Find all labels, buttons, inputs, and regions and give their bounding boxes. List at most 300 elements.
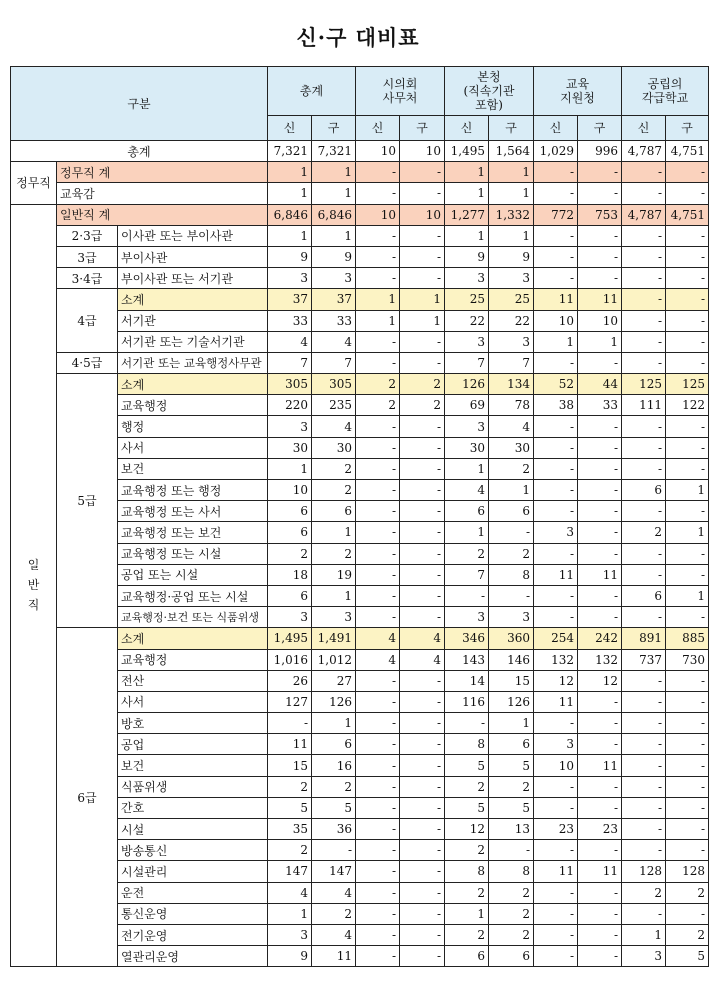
value-cell: 2 bbox=[445, 840, 489, 861]
value-cell: 1 bbox=[312, 585, 356, 606]
value-cell: - bbox=[666, 437, 709, 458]
value-cell: 14 bbox=[445, 670, 489, 691]
value-cell: - bbox=[356, 522, 400, 543]
value-cell: 126 bbox=[312, 691, 356, 712]
value-cell: 25 bbox=[445, 289, 489, 310]
value-cell: 12 bbox=[578, 670, 622, 691]
value-cell: - bbox=[400, 352, 445, 373]
row-label: 교육행정·공업 또는 시설 bbox=[118, 585, 268, 606]
value-cell: 346 bbox=[445, 628, 489, 649]
value-cell: - bbox=[578, 691, 622, 712]
col-header: 공립의 각급학교 bbox=[622, 67, 709, 116]
value-cell: 7 bbox=[445, 564, 489, 585]
value-cell: 6 bbox=[445, 946, 489, 967]
value-cell: 891 bbox=[622, 628, 666, 649]
value-cell: 36 bbox=[312, 819, 356, 840]
value-cell: - bbox=[534, 437, 578, 458]
col-header: 총계 bbox=[268, 67, 356, 116]
value-cell: 6 bbox=[489, 734, 534, 755]
value-cell: 4 bbox=[356, 628, 400, 649]
value-cell: 1 bbox=[489, 713, 534, 734]
value-cell: 4 bbox=[400, 649, 445, 670]
value-cell: 7 bbox=[268, 352, 312, 373]
value-cell: - bbox=[666, 607, 709, 628]
value-cell: 1 bbox=[312, 162, 356, 183]
value-cell: 7,321 bbox=[268, 141, 312, 162]
value-cell: 4 bbox=[356, 649, 400, 670]
value-cell: - bbox=[356, 734, 400, 755]
value-cell: 4,751 bbox=[666, 204, 709, 225]
value-cell: - bbox=[534, 797, 578, 818]
value-cell: - bbox=[356, 585, 400, 606]
value-cell: - bbox=[578, 882, 622, 903]
row-label: 사서 bbox=[118, 437, 268, 458]
value-cell: - bbox=[666, 416, 709, 437]
row-label: 식품위생 bbox=[118, 776, 268, 797]
value-cell: - bbox=[666, 670, 709, 691]
value-cell: - bbox=[622, 331, 666, 352]
value-cell: - bbox=[356, 797, 400, 818]
value-cell: 33 bbox=[578, 395, 622, 416]
value-cell: 3 bbox=[312, 607, 356, 628]
value-cell: 2 bbox=[489, 882, 534, 903]
row-label: 시설 bbox=[118, 819, 268, 840]
value-cell: 19 bbox=[312, 564, 356, 585]
value-cell: 44 bbox=[578, 374, 622, 395]
value-cell: 220 bbox=[268, 395, 312, 416]
sub-col-header: 신 bbox=[622, 116, 666, 141]
value-cell: 9 bbox=[489, 246, 534, 267]
value-cell: - bbox=[400, 543, 445, 564]
value-cell: - bbox=[356, 246, 400, 267]
value-cell: 1 bbox=[356, 289, 400, 310]
row-label: 방송통신 bbox=[118, 840, 268, 861]
value-cell: - bbox=[400, 755, 445, 776]
value-cell: - bbox=[578, 437, 622, 458]
row-label: 정무직 계 bbox=[57, 162, 268, 183]
value-cell: - bbox=[666, 755, 709, 776]
value-cell: - bbox=[356, 776, 400, 797]
value-cell: 9 bbox=[445, 246, 489, 267]
value-cell: 7 bbox=[445, 352, 489, 373]
value-cell: - bbox=[622, 903, 666, 924]
value-cell: 360 bbox=[489, 628, 534, 649]
value-cell: 4 bbox=[312, 882, 356, 903]
value-cell: 2 bbox=[268, 776, 312, 797]
value-cell: - bbox=[268, 713, 312, 734]
value-cell: 996 bbox=[578, 141, 622, 162]
value-cell: - bbox=[356, 183, 400, 204]
value-cell: 1 bbox=[400, 289, 445, 310]
value-cell: 2 bbox=[445, 543, 489, 564]
value-cell: 11 bbox=[534, 861, 578, 882]
row-label: 교육행정 또는 보건 bbox=[118, 522, 268, 543]
value-cell: 305 bbox=[312, 374, 356, 395]
value-cell: - bbox=[534, 225, 578, 246]
value-cell: 25 bbox=[489, 289, 534, 310]
value-cell: 2 bbox=[312, 776, 356, 797]
value-cell: 15 bbox=[268, 755, 312, 776]
value-cell: - bbox=[622, 162, 666, 183]
row-label: 보건 bbox=[118, 458, 268, 479]
value-cell: 132 bbox=[534, 649, 578, 670]
value-cell: 3 bbox=[268, 607, 312, 628]
value-cell: 1 bbox=[312, 183, 356, 204]
value-cell: 7,321 bbox=[312, 141, 356, 162]
value-cell: 2 bbox=[312, 903, 356, 924]
value-cell: - bbox=[400, 670, 445, 691]
group-label: 정무직 bbox=[11, 162, 57, 204]
value-cell: - bbox=[400, 607, 445, 628]
value-cell: 6 bbox=[312, 501, 356, 522]
value-cell: - bbox=[534, 183, 578, 204]
value-cell: 9 bbox=[268, 246, 312, 267]
sub-col-header: 신 bbox=[356, 116, 400, 141]
value-cell: - bbox=[666, 501, 709, 522]
value-cell: - bbox=[356, 162, 400, 183]
row-label: 공업 또는 시설 bbox=[118, 564, 268, 585]
value-cell: - bbox=[622, 776, 666, 797]
value-cell: 1 bbox=[445, 458, 489, 479]
value-cell: - bbox=[578, 162, 622, 183]
row-label: 전기운영 bbox=[118, 924, 268, 945]
value-cell: - bbox=[666, 289, 709, 310]
value-cell: 9 bbox=[268, 946, 312, 967]
row-label: 교육감 bbox=[57, 183, 268, 204]
value-cell: - bbox=[666, 225, 709, 246]
value-cell: 1 bbox=[578, 331, 622, 352]
value-cell: 1 bbox=[666, 585, 709, 606]
value-cell: - bbox=[622, 310, 666, 331]
value-cell: 1,495 bbox=[445, 141, 489, 162]
grade-label: 5급 bbox=[57, 374, 118, 628]
value-cell: - bbox=[622, 246, 666, 267]
value-cell: 6 bbox=[268, 585, 312, 606]
value-cell: 11 bbox=[534, 691, 578, 712]
value-cell: - bbox=[356, 416, 400, 437]
value-cell: 16 bbox=[312, 755, 356, 776]
value-cell: 2 bbox=[312, 480, 356, 501]
value-cell: - bbox=[400, 268, 445, 289]
value-cell: 4 bbox=[400, 628, 445, 649]
value-cell: 37 bbox=[312, 289, 356, 310]
value-cell: 2 bbox=[489, 458, 534, 479]
table-row bbox=[11, 183, 709, 204]
value-cell: - bbox=[400, 946, 445, 967]
value-cell: - bbox=[400, 903, 445, 924]
value-cell: 52 bbox=[534, 374, 578, 395]
value-cell: 78 bbox=[489, 395, 534, 416]
value-cell: - bbox=[578, 501, 622, 522]
value-cell: - bbox=[534, 352, 578, 373]
value-cell: 147 bbox=[312, 861, 356, 882]
value-cell: 2 bbox=[445, 882, 489, 903]
sub-col-header: 구 bbox=[400, 116, 445, 141]
value-cell: - bbox=[534, 416, 578, 437]
value-cell: - bbox=[356, 331, 400, 352]
row-label: 공업 bbox=[118, 734, 268, 755]
value-cell: - bbox=[356, 543, 400, 564]
value-cell: - bbox=[400, 713, 445, 734]
value-cell: 4 bbox=[489, 416, 534, 437]
value-cell: 128 bbox=[666, 861, 709, 882]
value-cell: 4 bbox=[445, 480, 489, 501]
value-cell: - bbox=[534, 607, 578, 628]
value-cell: - bbox=[356, 268, 400, 289]
value-cell: 2 bbox=[445, 776, 489, 797]
value-cell: 30 bbox=[268, 437, 312, 458]
value-cell: - bbox=[356, 946, 400, 967]
value-cell: - bbox=[400, 162, 445, 183]
value-cell: 1,495 bbox=[268, 628, 312, 649]
value-cell: 11 bbox=[534, 564, 578, 585]
value-cell: 753 bbox=[578, 204, 622, 225]
table-row bbox=[11, 352, 709, 373]
value-cell: 10 bbox=[356, 141, 400, 162]
value-cell: - bbox=[666, 691, 709, 712]
value-cell: 1 bbox=[489, 480, 534, 501]
value-cell: - bbox=[578, 946, 622, 967]
value-cell: 6 bbox=[268, 522, 312, 543]
value-cell: - bbox=[356, 458, 400, 479]
value-cell: - bbox=[534, 162, 578, 183]
sub-col-header: 신 bbox=[445, 116, 489, 141]
value-cell: - bbox=[534, 458, 578, 479]
value-cell: - bbox=[622, 734, 666, 755]
value-cell: - bbox=[356, 691, 400, 712]
value-cell: - bbox=[622, 797, 666, 818]
value-cell: 4 bbox=[268, 882, 312, 903]
row-label: 서기관 또는 기술서기관 bbox=[118, 331, 268, 352]
value-cell: 1 bbox=[534, 331, 578, 352]
value-cell: - bbox=[666, 564, 709, 585]
grade-label: 3·4급 bbox=[57, 268, 118, 289]
value-cell: - bbox=[666, 268, 709, 289]
value-cell: - bbox=[622, 458, 666, 479]
value-cell: 3 bbox=[534, 522, 578, 543]
col-header: 본청 (직속기관 포함) bbox=[445, 67, 534, 116]
value-cell: - bbox=[666, 246, 709, 267]
value-cell: 730 bbox=[666, 649, 709, 670]
value-cell: - bbox=[622, 607, 666, 628]
value-cell: 23 bbox=[578, 819, 622, 840]
value-cell: 6 bbox=[489, 946, 534, 967]
value-cell: 37 bbox=[268, 289, 312, 310]
value-cell: 4 bbox=[312, 924, 356, 945]
value-cell: 128 bbox=[622, 861, 666, 882]
value-cell: - bbox=[356, 437, 400, 458]
value-cell: - bbox=[534, 946, 578, 967]
value-cell: 1 bbox=[268, 903, 312, 924]
value-cell: 11 bbox=[268, 734, 312, 755]
value-cell: 23 bbox=[534, 819, 578, 840]
value-cell: 12 bbox=[445, 819, 489, 840]
row-label: 교육행정 bbox=[118, 649, 268, 670]
value-cell: 1,012 bbox=[312, 649, 356, 670]
value-cell: 1 bbox=[312, 522, 356, 543]
value-cell: - bbox=[622, 183, 666, 204]
value-cell: - bbox=[400, 458, 445, 479]
value-cell: 1 bbox=[312, 713, 356, 734]
value-cell: 3 bbox=[268, 416, 312, 437]
value-cell: - bbox=[578, 903, 622, 924]
group-label: 일 반 직 bbox=[11, 204, 57, 967]
value-cell: - bbox=[534, 268, 578, 289]
value-cell: - bbox=[400, 819, 445, 840]
row-label: 교육행정 또는 사서 bbox=[118, 501, 268, 522]
value-cell: - bbox=[578, 458, 622, 479]
value-cell: 3 bbox=[445, 416, 489, 437]
value-cell: 6 bbox=[312, 734, 356, 755]
value-cell: - bbox=[400, 882, 445, 903]
value-cell: - bbox=[578, 797, 622, 818]
row-label: 행정 bbox=[118, 416, 268, 437]
value-cell: - bbox=[622, 543, 666, 564]
value-cell: - bbox=[356, 713, 400, 734]
sub-col-header: 신 bbox=[268, 116, 312, 141]
value-cell: 1 bbox=[268, 183, 312, 204]
value-cell: 69 bbox=[445, 395, 489, 416]
value-cell: 772 bbox=[534, 204, 578, 225]
value-cell: - bbox=[666, 458, 709, 479]
value-cell: 11 bbox=[312, 946, 356, 967]
value-cell: - bbox=[356, 564, 400, 585]
value-cell: 2 bbox=[400, 374, 445, 395]
value-cell: - bbox=[534, 246, 578, 267]
value-cell: 30 bbox=[445, 437, 489, 458]
value-cell: 147 bbox=[268, 861, 312, 882]
value-cell: - bbox=[578, 840, 622, 861]
value-cell: - bbox=[666, 819, 709, 840]
value-cell: - bbox=[578, 246, 622, 267]
value-cell: - bbox=[622, 225, 666, 246]
value-cell: - bbox=[666, 543, 709, 564]
value-cell: 3 bbox=[445, 607, 489, 628]
value-cell: - bbox=[534, 924, 578, 945]
sub-col-header: 구 bbox=[312, 116, 356, 141]
value-cell: - bbox=[356, 924, 400, 945]
value-cell: - bbox=[666, 183, 709, 204]
value-cell: 116 bbox=[445, 691, 489, 712]
value-cell: 3 bbox=[622, 946, 666, 967]
row-label: 소계 bbox=[118, 374, 268, 395]
value-cell: - bbox=[356, 480, 400, 501]
value-cell: 8 bbox=[489, 564, 534, 585]
sub-col-header: 구 bbox=[489, 116, 534, 141]
value-cell: - bbox=[578, 522, 622, 543]
table-row bbox=[11, 246, 709, 267]
value-cell: 1 bbox=[622, 924, 666, 945]
value-cell: 3 bbox=[534, 734, 578, 755]
value-cell: - bbox=[666, 797, 709, 818]
value-cell: - bbox=[400, 183, 445, 204]
value-cell: 2 bbox=[622, 522, 666, 543]
value-cell: - bbox=[578, 776, 622, 797]
value-cell: 2 bbox=[489, 776, 534, 797]
value-cell: 8 bbox=[445, 734, 489, 755]
value-cell: - bbox=[400, 480, 445, 501]
grade-label: 3급 bbox=[57, 246, 118, 267]
row-label: 총계 bbox=[11, 141, 268, 162]
value-cell: - bbox=[534, 480, 578, 501]
value-cell: 146 bbox=[489, 649, 534, 670]
value-cell: 6 bbox=[622, 585, 666, 606]
value-cell: 8 bbox=[445, 861, 489, 882]
row-label: 소계 bbox=[118, 289, 268, 310]
value-cell: - bbox=[622, 352, 666, 373]
value-cell: - bbox=[400, 225, 445, 246]
value-cell: 1,029 bbox=[534, 141, 578, 162]
row-label: 소계 bbox=[118, 628, 268, 649]
value-cell: - bbox=[578, 607, 622, 628]
value-cell: 122 bbox=[666, 395, 709, 416]
value-cell: 2 bbox=[445, 924, 489, 945]
value-cell: 1,277 bbox=[445, 204, 489, 225]
row-label: 통신운영 bbox=[118, 903, 268, 924]
value-cell: 2 bbox=[400, 395, 445, 416]
value-cell: 7 bbox=[489, 352, 534, 373]
row-label: 부이사관 또는 서기관 bbox=[118, 268, 268, 289]
value-cell: - bbox=[622, 840, 666, 861]
row-label: 전산 bbox=[118, 670, 268, 691]
value-cell: 3 bbox=[489, 268, 534, 289]
value-cell: - bbox=[666, 331, 709, 352]
value-cell: 2 bbox=[666, 882, 709, 903]
value-cell: 30 bbox=[312, 437, 356, 458]
value-cell: 6,846 bbox=[312, 204, 356, 225]
grade-label: 6급 bbox=[57, 628, 118, 967]
value-cell: - bbox=[622, 713, 666, 734]
value-cell: - bbox=[356, 840, 400, 861]
value-cell: 2 bbox=[666, 924, 709, 945]
value-cell: 1 bbox=[445, 903, 489, 924]
value-cell: 305 bbox=[268, 374, 312, 395]
sub-col-header: 신 bbox=[534, 116, 578, 141]
table-row bbox=[11, 628, 709, 649]
value-cell: - bbox=[445, 713, 489, 734]
value-cell: 7 bbox=[312, 352, 356, 373]
value-cell: 6 bbox=[622, 480, 666, 501]
value-cell: 1 bbox=[666, 480, 709, 501]
value-cell: - bbox=[356, 903, 400, 924]
value-cell: - bbox=[400, 861, 445, 882]
value-cell: 18 bbox=[268, 564, 312, 585]
value-cell: - bbox=[534, 501, 578, 522]
value-cell: 2 bbox=[312, 458, 356, 479]
value-cell: - bbox=[356, 670, 400, 691]
value-cell: 3 bbox=[268, 268, 312, 289]
value-cell: - bbox=[400, 840, 445, 861]
value-cell: - bbox=[622, 819, 666, 840]
value-cell: 125 bbox=[666, 374, 709, 395]
table-row bbox=[11, 141, 709, 162]
value-cell: 1 bbox=[489, 225, 534, 246]
value-cell: 4 bbox=[268, 331, 312, 352]
value-cell: 1 bbox=[400, 310, 445, 331]
value-cell: 6 bbox=[445, 501, 489, 522]
value-cell: 9 bbox=[312, 246, 356, 267]
value-cell: - bbox=[666, 310, 709, 331]
value-cell: 12 bbox=[534, 670, 578, 691]
value-cell: 10 bbox=[534, 310, 578, 331]
value-cell: - bbox=[400, 776, 445, 797]
comparison-table bbox=[10, 66, 709, 967]
value-cell: - bbox=[534, 903, 578, 924]
value-cell: 126 bbox=[489, 691, 534, 712]
value-cell: - bbox=[356, 755, 400, 776]
value-cell: 11 bbox=[578, 564, 622, 585]
value-cell: - bbox=[534, 543, 578, 564]
